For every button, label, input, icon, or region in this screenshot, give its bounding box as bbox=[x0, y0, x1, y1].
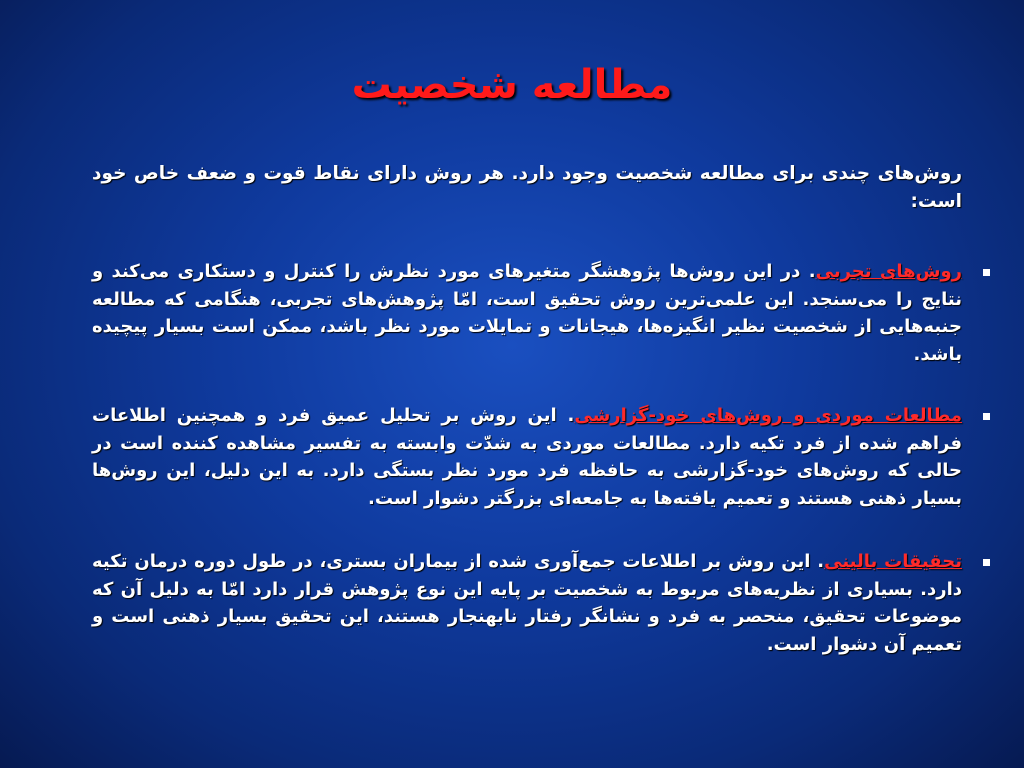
bullet-term: مطالعات موردی و روش‌های خود-گزارشی bbox=[574, 405, 962, 426]
bullet-list-3 bbox=[92, 548, 962, 658]
bullet-term: تحقیقات بالینی bbox=[824, 551, 962, 572]
bullet-text: . در این روش‌ها پژوهشگر متغیرهای مورد نظرش را کنترل و دستکاری می‌کند و نتایج را می‌سنجد. این علمی‌ترین روش تحقیق است، امّا پژوهش‌های تجربی، هنگامی که مطالعه جنبه‌هایی از شخصیت نظیر انگیزه‌ها، هیجانات و تمایلات مورد نظر باشد، ممکن است بسیار پیچیده باشد. bbox=[92, 261, 962, 365]
intro-paragraph: روش‌های چندی برای مطالعه شخصیت وجود دارد. هر روش دارای نقاط قوت و ضعف خاص خود است: bbox=[92, 163, 962, 212]
square-bullet-icon bbox=[983, 269, 990, 276]
square-bullet-icon bbox=[983, 413, 990, 420]
slide-title: مطالعه شخصیت bbox=[351, 62, 673, 108]
bullet-item-clinical bbox=[92, 548, 962, 658]
bullet-item-experimental bbox=[92, 258, 962, 368]
bullet-list-1 bbox=[92, 258, 962, 368]
square-bullet-icon bbox=[983, 559, 990, 566]
bullet-item-case-studies bbox=[92, 402, 962, 512]
bullet-term: روش‌های تجربی bbox=[815, 261, 962, 282]
bullet-text: . این روش بر تحلیل عمیق فرد و همچنین اطلاعات فراهم شده از فرد تکیه دارد. مطالعات موردی به شدّت وابسته به تفسیر مشاهده کننده است در حالی که روش‌های خود-گزارشی به حافظه فرد مورد نظر بستگی دارد. به این دلیل، این روش‌ها بسیار ذهنی هستند و تعمیم یافته‌ها به جامعه‌ای بزرگتر دشوار است. bbox=[92, 405, 962, 509]
bullet-list-2 bbox=[92, 402, 962, 512]
bullet-text: . این روش بر اطلاعات جمع‌آوری شده از بیماران بستری، در طول دوره درمان تکیه دارد. بسیاری از نظریه‌های مربوط به شخصیت بر پایه این نوع پژوهش قرار دارد امّا به دلیل آن که موضوعات تحقیق، منحصر به فرد و نشانگر رفتار نابهنجار هستند، این تحقیق بسیار ذهنی است و تعمیم آن دشوار است. bbox=[92, 551, 962, 655]
